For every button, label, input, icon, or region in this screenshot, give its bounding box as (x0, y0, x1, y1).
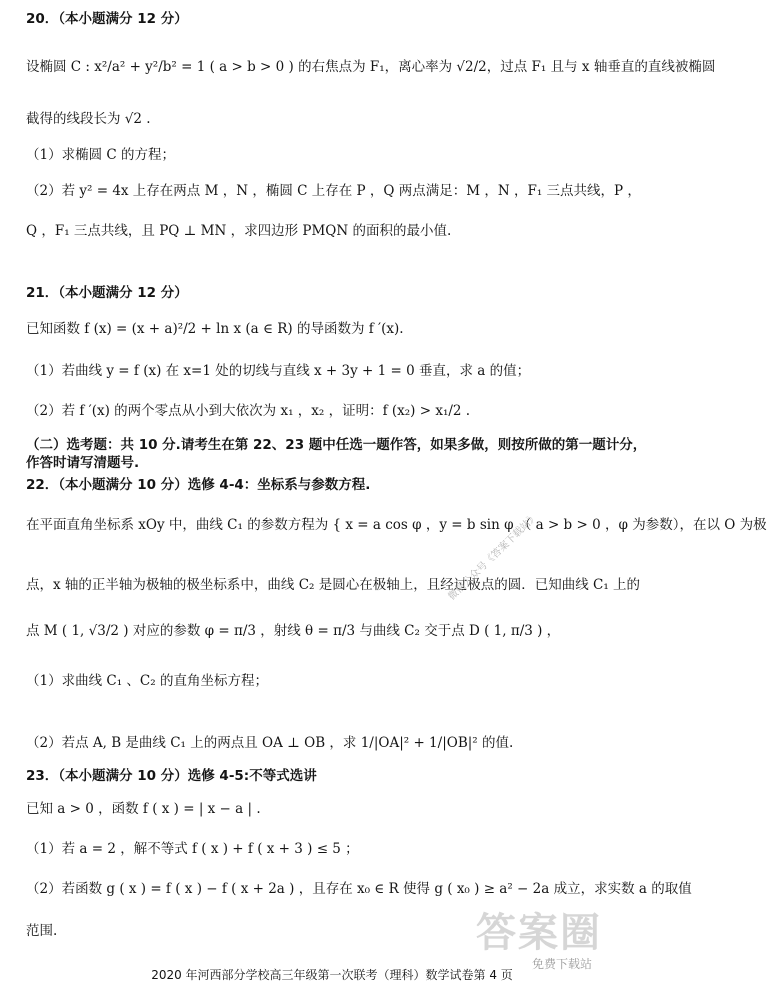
question-text: Q ，F₁ 三点共线，且 PQ ⊥ MN ，求四边形 PMQN 的面积的最小值. (26, 223, 452, 239)
site-logo: 答案圈 (476, 910, 602, 956)
question-text: （1）求椭圆 C 的方程； (26, 147, 176, 163)
question-text: 点，x 轴的正半轴为极轴的极坐标系中，曲线 C₂ 是圆心在极轴上，且经过极点的圆．已知曲线 C₁ 上的 (26, 577, 641, 593)
section-heading: （二）选考题：共 10 分.请考生在第 22、23 题中任选一题作答，如果多做，则按所做的第一题计分， (26, 437, 647, 453)
site-logo-subtitle: 免费下载站 (532, 957, 593, 971)
question-text: 已知函数 f (x) = (x + a)²/2 + ln x (a ∈ R) 的导函数为 f ′(x). (26, 321, 404, 337)
question-text: 设椭圆 C : x²/a² + y²/b² = 1 ( a > b > 0 ) 的右焦点为 F₁，离心率为 √2/2，过点 F₁ 且与 x 轴垂直的直线被椭圆 (26, 59, 716, 75)
section-heading: 作答时请写清题号. (26, 455, 140, 471)
section-heading: 23．（本小题满分 10 分）选修 4-5:不等式选讲 (26, 768, 317, 784)
question-text: 已知 a > 0 ，函数 f ( x ) = | x − a | . (26, 801, 261, 817)
question-text: 范围. (26, 923, 58, 939)
section-heading: 22．（本小题满分 10 分）选修 4-4：坐标系与参数方程. (26, 477, 371, 493)
page-footer: 2020 年河西部分学校高三年级第一次联考（理科）数学试卷第 4 页 (151, 968, 513, 982)
question-text: （2）若函数 g ( x ) = f ( x ) − f ( x + 2a ) ，且存在 x₀ ∈ R 使得 g ( x₀ ) ≥ a² − 2a 成立，求实数 a 的取值 (26, 881, 692, 897)
question-text: （2）若 y² = 4x 上存在两点 M ，N ，椭圆 C 上存在 P ，Q 两点满足：M ，N ，F₁ 三点共线，P ， (26, 183, 641, 199)
question-text: （1）求曲线 C₁ 、C₂ 的直角坐标方程； (26, 673, 268, 689)
question-text: 截得的线段长为 √2 . (26, 111, 151, 127)
question-text: 点 M ( 1, √3/2 ) 对应的参数 φ = π/3 ，射线 θ = π/3 与曲线 C₂ 交于点 D ( 1, π/3 ) ， (26, 623, 561, 639)
question-text: （2）若 f ′(x) 的两个零点从小到大依次为 x₁ ，x₂ ，证明：f (x₂) > x₁/2 . (26, 403, 471, 419)
section-heading: 21．（本小题满分 12 分） (26, 285, 188, 301)
section-heading: 20．（本小题满分 12 分） (26, 11, 188, 27)
question-text: （1）若曲线 y = f (x) 在 x=1 处的切线与直线 x + 3y + 1 = 0 垂直，求 a 的值； (26, 363, 531, 379)
question-text: （1）若 a = 2 ，解不等式 f ( x ) + f ( x + 3 ) ≤ 5 ； (26, 841, 359, 857)
question-text: （2）若点 A, B 是曲线 C₁ 上的两点且 OA ⊥ OB ，求 1/|OA|² + 1/|OB|² 的值. (26, 735, 514, 751)
question-text: 在平面直角坐标系 xOy 中，曲线 C₁ 的参数方程为 { x = a cos φ ，y = b sin φ （ a > b > 0 ，φ 为参数），在以 O 为极 (26, 517, 767, 533)
watermark-text: 微信公众号《答案下载站》 (446, 511, 541, 603)
